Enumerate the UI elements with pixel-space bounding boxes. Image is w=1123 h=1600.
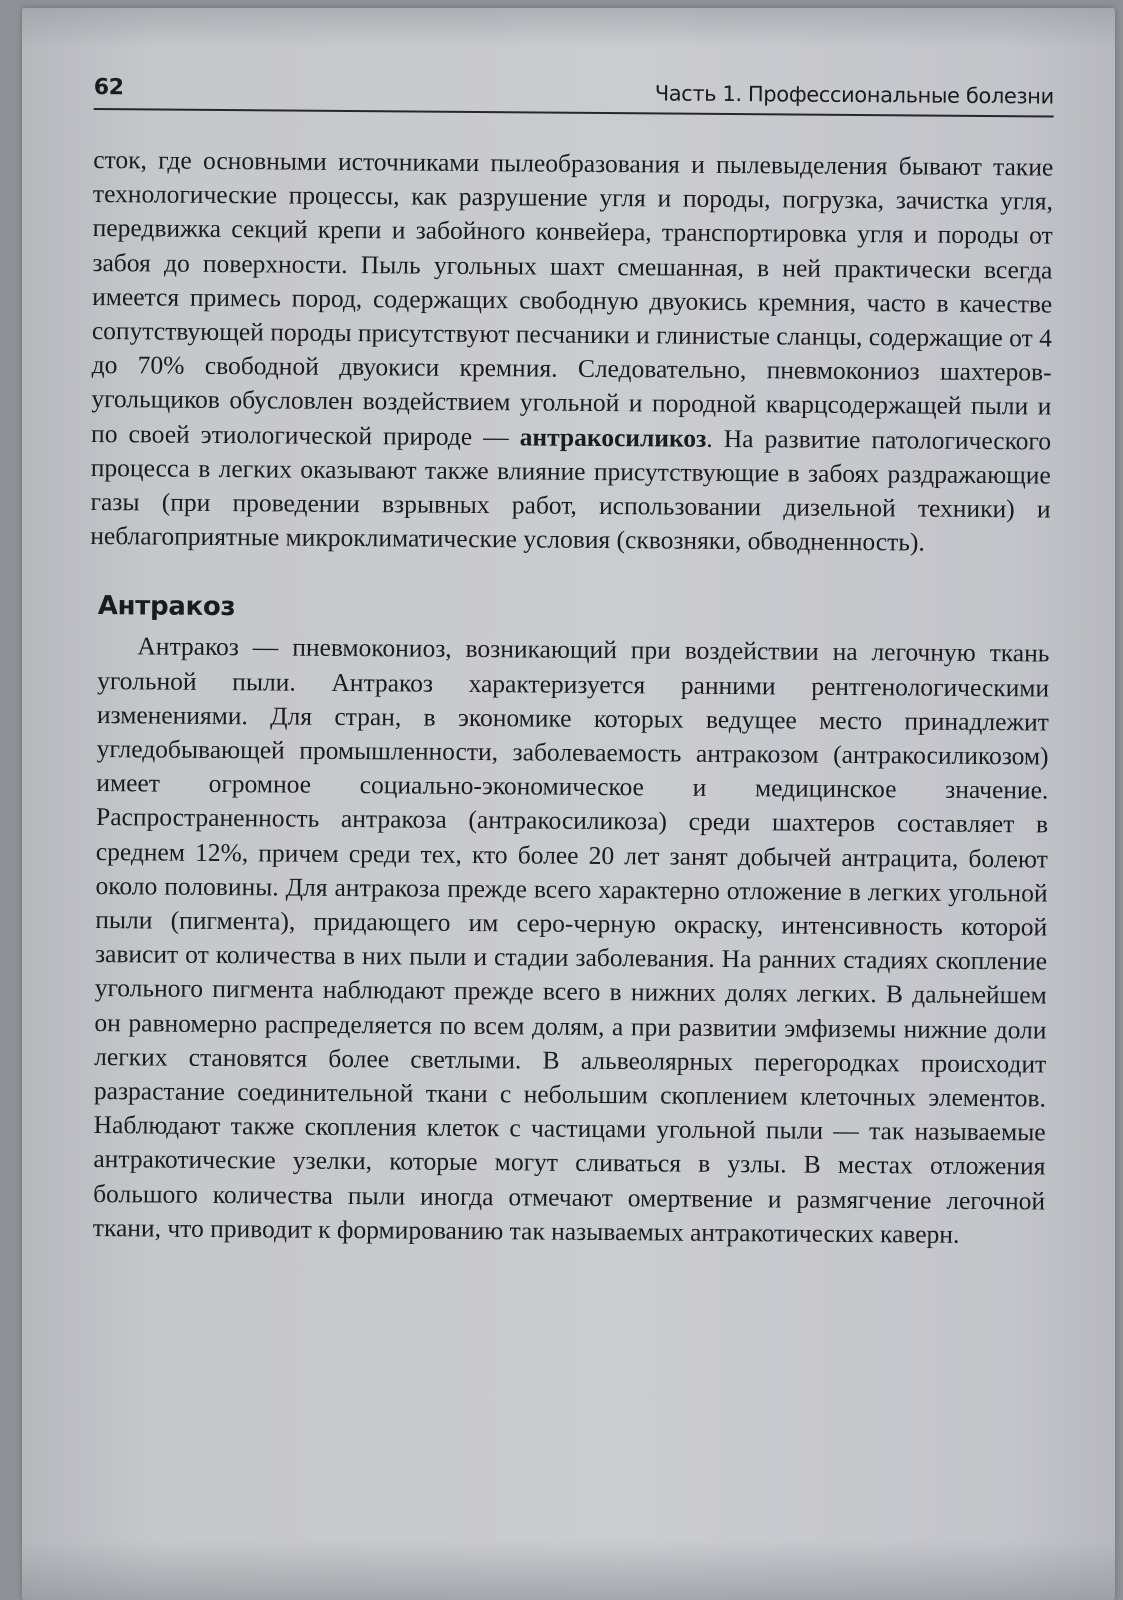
page-number: 62 [93, 74, 124, 101]
page-shadow-top [22, 8, 1115, 48]
paragraph-anthracosis: Антракоз — пневмокониоз, возникающий при воздействии на легочную ткань угольной пыли. Антракоз характеризуется ранними рентгенологическими изменениями. Для стран, в экономике которых ведущее место принадлежит угледобывающей промышленности, заболеваемость антракозом (антракосиликозом) имеет огромное социально-экономическое и медицинское значение. Распространенность антракоза (антракосиликоза) среди шахтеров составляет в среднем 12%, причем среди тех, кто более 20 лет занят добычей антрацита, болеют около половины. Для антракоза прежде всего характерно отложение в легких угольной пыли (пигмента), придающего им серо-черную окраску, интенсивность которой зависит от количества в них пыли и стадии заболевания. На ранних стадиях скопление угольного пигмента наблюдают прежде всего в нижних долях легких. В дальнейшем он равномерно распределяется по всем долям, а при развитии эмфиземы нижние доли легких становятся более светлыми. В альвеолярных перегородках происходит разрастание соединительной ткани с небольшим скоплением клеточных элементов. Наблюдают также скопления клеток с частицами угольной пыли — так называемые антракотические узелки, которые могут сливаться в узлы. В местах отложения большого количества пыли иногда отмечают омертвение и размягчение легочной ткани, что приводит к формированию так называемых антракотических каверн. [92, 631, 1050, 1249]
paragraph-text: сток, где основными источниками пылеобразования и пылевыделения бывают такие технологические процессы, как разрушение угля и породы, погрузка, зачистка угля, передвижка секций крепи и забойного конвейера, транспортировка угля и породы от забоя до поверхности. Пыль угольных шахт смешанная, в ней практически всегда имеется примесь пород, содержащих свободную двуокись кремния, часто в качестве сопутствующей породы присутствуют песчаники и глинистые сланцы, содержащие от 4 до 70% свободной двуокиси кремния. Следовательно, пневмокониоз шахтеров-угольщиков обусловлен воздействием угольной и породной кварцсодержащей пыли и по своей этиологической природе — [91, 144, 1054, 451]
page-header [94, 66, 1054, 118]
section-heading: Антракоз [97, 591, 236, 623]
bold-term: антракосиликоз [519, 421, 707, 453]
book-page [22, 8, 1115, 1600]
paragraph-coal-dust [90, 143, 1053, 561]
paragraph-text: . На развитие патологического процесса в легких оказывают также влияние присутствующие в забоях раздражающие газы (при проведении взрывных работ, использовании дизельной техники) и неблагоприятные микроклиматические условия (сквозняки, обводненность). [90, 423, 1052, 557]
page-content [85, 66, 1054, 1253]
running-head: Часть 1. Профессиональные болезни [654, 81, 1054, 109]
page-shadow-bottom [22, 1540, 1115, 1600]
